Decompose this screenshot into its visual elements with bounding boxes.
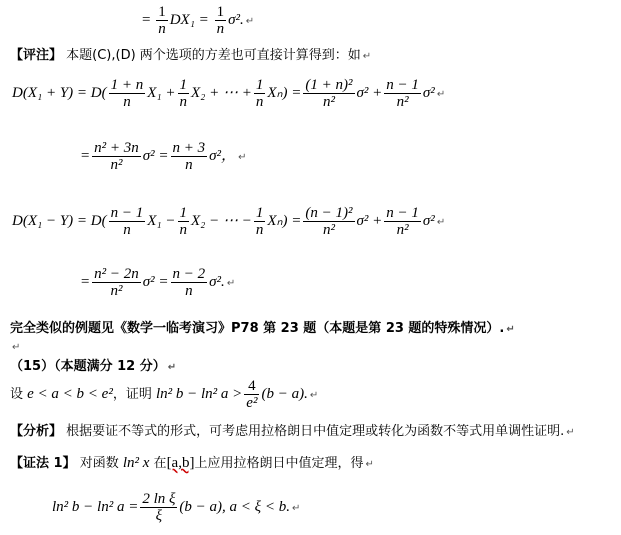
formula-d-sum-result: = $\frac{\text{n² + 3n}}{\text{n²}}$ σ² = $\frac{n + 3}{n}$ σ²， ↵ bbox=[80, 140, 247, 173]
fraction: $\frac{\text{2 ln ξ}}{\xi}$ bbox=[142, 491, 176, 524]
fraction: $\frac{n - 2}{n}$ bbox=[172, 266, 206, 299]
analysis-text: 根据要证不等式的形式，可考虑用拉格朗日中值定理或转化为函数不等式用单调性证明. bbox=[62, 424, 565, 439]
fraction: $\frac{1}{n}$ bbox=[255, 77, 264, 110]
proof-tag: 【证法 1】 bbox=[10, 456, 76, 471]
return-mark: ↵ bbox=[436, 216, 446, 228]
text: DX₁ = bbox=[169, 11, 213, 28]
return-mark: ↵ bbox=[365, 459, 374, 470]
return-mark: ↵ bbox=[12, 342, 21, 353]
return-mark: ↵ bbox=[566, 427, 575, 438]
formula-d-sum: D(X₁ + Y) = D( $\frac{1 + n}{n}$ X₁ + $\frac{1}{n}$ X₂ + ⋯ + $\frac{1}{n}$ Xₙ) = $\frac{\text{(1 + n)²}}{\text{n²}}$ σ² + $\frac{n - 1}{\text{n²}}$ σ² ↵ bbox=[12, 77, 446, 110]
formula-dx1-variance bbox=[142, 4, 254, 37]
comment-tag: 【评注】 bbox=[10, 48, 63, 63]
reference-text: 完全类似的例题见《数学一临考演习》P78 第 23 题（本题是第 23 题的特殊情况）. bbox=[10, 321, 505, 336]
fraction: $\frac{\text{n² − 2n}}{\text{n²}}$ bbox=[94, 266, 139, 299]
comment-text: 本题(C),(D) 两个选项的方差也可直接计算得到：如 bbox=[62, 48, 361, 63]
return-mark: ↵ bbox=[245, 15, 255, 27]
return-mark: ↵ bbox=[309, 390, 319, 401]
empty-paragraph bbox=[10, 338, 20, 354]
return-mark: ↵ bbox=[436, 88, 446, 100]
fraction: $\frac{\text{(1 + n)²}}{\text{n²}}$ bbox=[305, 77, 353, 110]
proof-line: 【证法 1】 对函数 ln² x 在[a,b]上应用拉格朗日中值定理，得 ↵ bbox=[10, 455, 374, 471]
problem-statement: 设 e < a < b < e²，证明 ln² b − ln² a > $\frac{4}{\text{e²}}$ (b − a). ↵ bbox=[10, 378, 319, 411]
reference-line bbox=[10, 317, 515, 336]
fraction: $\frac{1}{n}$ bbox=[179, 205, 187, 238]
analysis-line bbox=[10, 420, 575, 439]
fraction: $\frac{n - 1}{n}$ bbox=[110, 205, 144, 238]
fraction: $\frac{n - 1}{\text{n²}}$ bbox=[386, 77, 419, 110]
return-mark: ↵ bbox=[226, 277, 236, 289]
fraction: $\frac{4}{\text{e²}}$ bbox=[246, 378, 258, 411]
formula-mean-value: ln² b − ln² a = $\frac{\text{2 ln ξ}}{\xi}$ (b − a), a < ξ < b. ↵ bbox=[52, 491, 301, 524]
return-mark: ↵ bbox=[362, 51, 372, 62]
fraction: $\frac{1}{n}$ bbox=[179, 77, 187, 110]
fraction: $\frac{1}{n}$ bbox=[255, 205, 264, 238]
comment-line bbox=[10, 44, 371, 63]
text: σ². bbox=[228, 11, 244, 28]
interval-text: [a,b] bbox=[166, 455, 195, 471]
return-mark: ↵ bbox=[167, 362, 177, 373]
fraction: $\frac{\text{n² + 3n}}{\text{n²}}$ bbox=[94, 140, 139, 173]
analysis-tag: 【分析】 bbox=[10, 424, 63, 439]
return-mark: ↵ bbox=[238, 151, 247, 163]
fraction: $\frac{n - 1}{\text{n²}}$ bbox=[386, 205, 419, 238]
text: = bbox=[142, 11, 155, 28]
fraction: $\frac{n + 3}{n}$ bbox=[172, 140, 206, 173]
return-mark: ↵ bbox=[291, 502, 301, 514]
fraction: $\frac{1}{n}$ bbox=[216, 4, 225, 37]
return-mark: ↵ bbox=[506, 324, 515, 335]
problem-heading bbox=[10, 355, 176, 374]
problem-title: （15）（本题满分 12 分） bbox=[10, 359, 166, 374]
formula-d-difference-result: = $\frac{\text{n² − 2n}}{\text{n²}}$ σ² = $\frac{n - 2}{n}$ σ². ↵ bbox=[80, 266, 236, 299]
formula-d-difference: D(X₁ − Y) = D( $\frac{n - 1}{n}$ X₁ − $\frac{1}{n}$ X₂ − ⋯ − $\frac{1}{n}$ Xₙ) = $\frac{\text{(n − 1)²}}{\text{n²}}$ σ² + $\frac{n - 1}{\text{n²}}$ σ² ↵ bbox=[12, 205, 446, 238]
fraction: $\frac{1 + n}{n}$ bbox=[110, 77, 144, 110]
fraction: $\frac{\text{(n − 1)²}}{\text{n²}}$ bbox=[305, 205, 353, 238]
fraction: $\frac{1}{n}$ bbox=[158, 4, 166, 37]
